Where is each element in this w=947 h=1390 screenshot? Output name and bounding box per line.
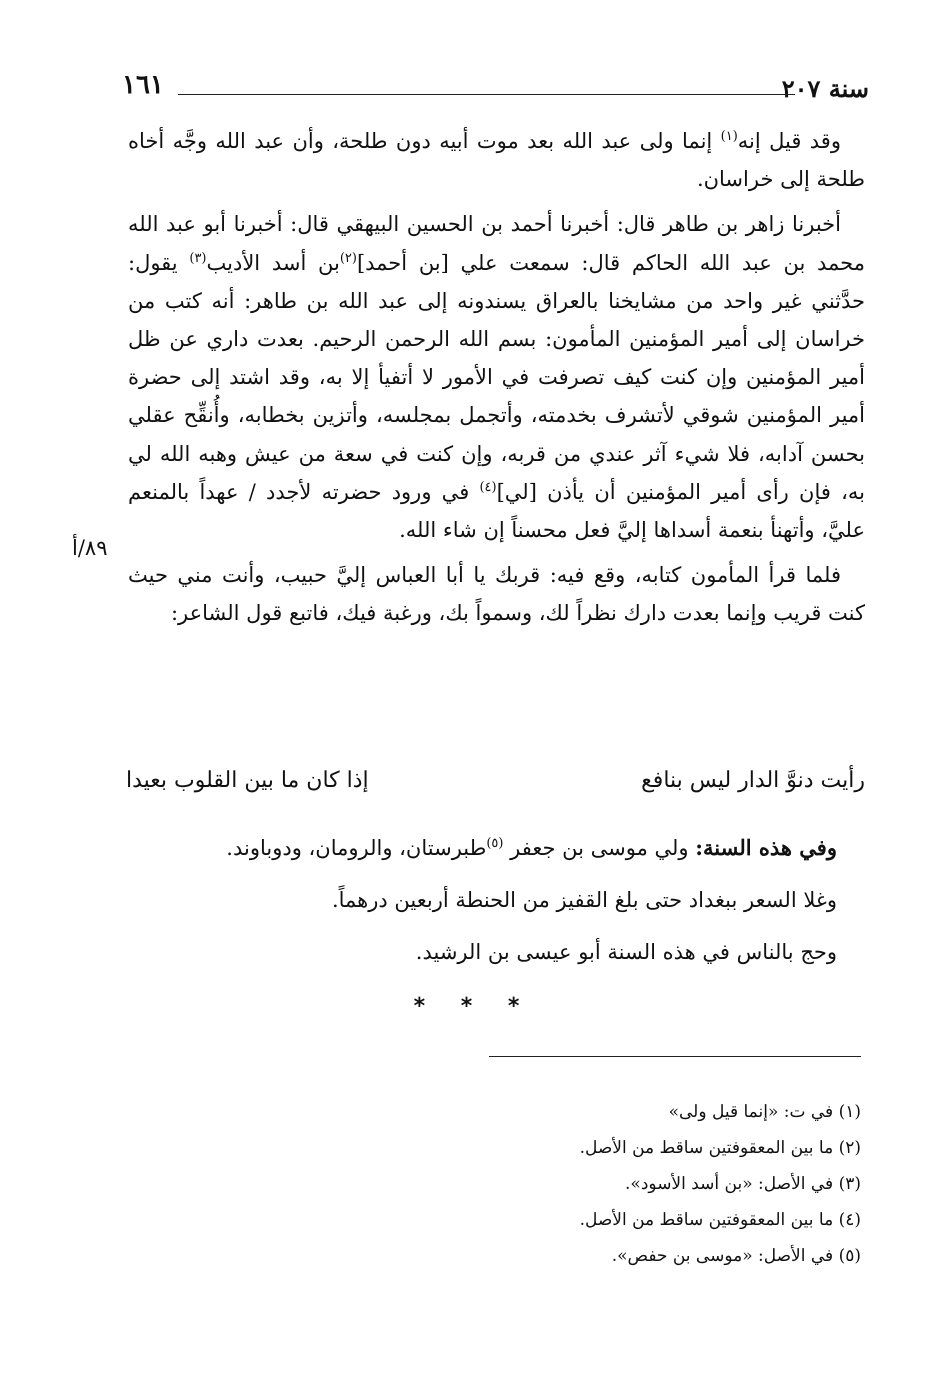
footnote-ref-2: (٢) [339,250,357,266]
para1-text-a: وقد قيل إنه [737,129,841,153]
footnote-ref-4: (٤) [479,479,497,495]
para2-text-b: بن أسد الأديب [206,250,340,275]
event-line-1-b: طبرستان، والرومان، ودوباوند. [226,836,487,860]
para2-text-a: أخبرنا زاهر بن طاهر قال: أخبرنا أحمد بن الحسين البيهقي قال: أخبرنا أبو عبد الله محمد بن عبد الله الحاكم قال: سمعت علي [بن أحمد] [128,212,865,275]
paragraph-3 [128,556,865,632]
event-line-2: وغلا السعر ببغداد حتى بلغ القفيز من الحنطة أربعين درهماً. [331,888,837,912]
verse-hemistich-1: رأيت دنوَّ الدار ليس بنافع [641,768,865,793]
para2-text-c: يقول: حدَّثني غير واحد من مشايخنا بالعراق يسندونه إلى عبد الله بن طاهر: أنه كتب من خراسان إلى أمير المؤمنين المأمون: بسم الله الرحمن الرحيم. بعدت داري عن ظل أمير المؤمنين وإن كنت كيف تصرفت في الأمور لا أتفيأ إلا به، وقد اشتد إلى حضرة أمير المؤمنين شوقي لأتشرف بخدمته، وأتجمل بمجلسه، وأتزين بخطابه، وأُنقِّح عقلي بحسن آدابه، فلا شيء آثر عندي من قربه، وإن كنت في سعة من عيش وهبه الله لي به، فإن رأى أمير المؤمنين أن يأذن [لي] [128,250,866,504]
para2-text-d: في ورود حضرته لأجدد / عهداً بالمنعم عليَّ، وأتهنأ بنعمة أسداها إليَّ فعل محسناً إن شاء الله. [128,479,865,543]
main-text [128,122,865,640]
page-number: ١٦١ [122,70,164,100]
footnote-2: (٢) ما بين المعقوفتين ساقط من الأصل. [579,1138,861,1158]
event-line-1-a: ولي موسى بن جعفر [510,836,689,860]
poetry-verse [126,768,865,793]
event-line-3: وحج بالناس في هذه السنة أبو عيسى بن الرشيد. [415,940,837,964]
paragraph-1 [128,122,865,198]
margin-folio-ref: ٨٩/أ [72,536,108,560]
footnotes [261,1094,861,1274]
para3-text: فلما قرأ المأمون كتابه، وقع فيه: قربك يا أبا العباس إليَّ حبيب، وأنت مني حيث كنت قريب وإنما بعدت دارك نظراً لك، وسمواً بك، ورغبة فيك، فاتبع قول الشاعر: [128,563,865,626]
event-line-1 [128,822,837,874]
event-intro-bold: وفي هذه السنة: [695,835,837,860]
footnote-3: (٣) في الأصل: «بن أسد الأسود». [625,1174,861,1194]
section-separator-stars: * * * [413,994,534,1019]
footnote-1: (١) في ت: «إنما قيل ولى» [668,1102,861,1122]
footnote-ref-5: (٥) [486,836,504,851]
footnote-rule [489,1056,861,1057]
header-rule [178,94,795,95]
year-events [128,822,837,978]
verse-hemistich-2: إذا كان ما بين القلوب بعيدا [126,768,369,793]
running-head-year: سنة ٢٠٧ [781,74,869,103]
footnote-4: (٤) ما بين المعقوفتين ساقط من الأصل. [579,1210,861,1230]
footnote-5: (٥) في الأصل: «موسى بن حفص». [611,1246,861,1266]
paragraph-2 [128,205,865,549]
para1-text-b: إنما ولى عبد الله بعد موت أبيه دون طلحة، وأن عبد الله وجَّه أخاه طلحة إلى خراسان. [128,129,865,192]
footnote-ref-1: (١) [720,129,738,144]
footnote-ref-3: (٣) [189,250,207,266]
